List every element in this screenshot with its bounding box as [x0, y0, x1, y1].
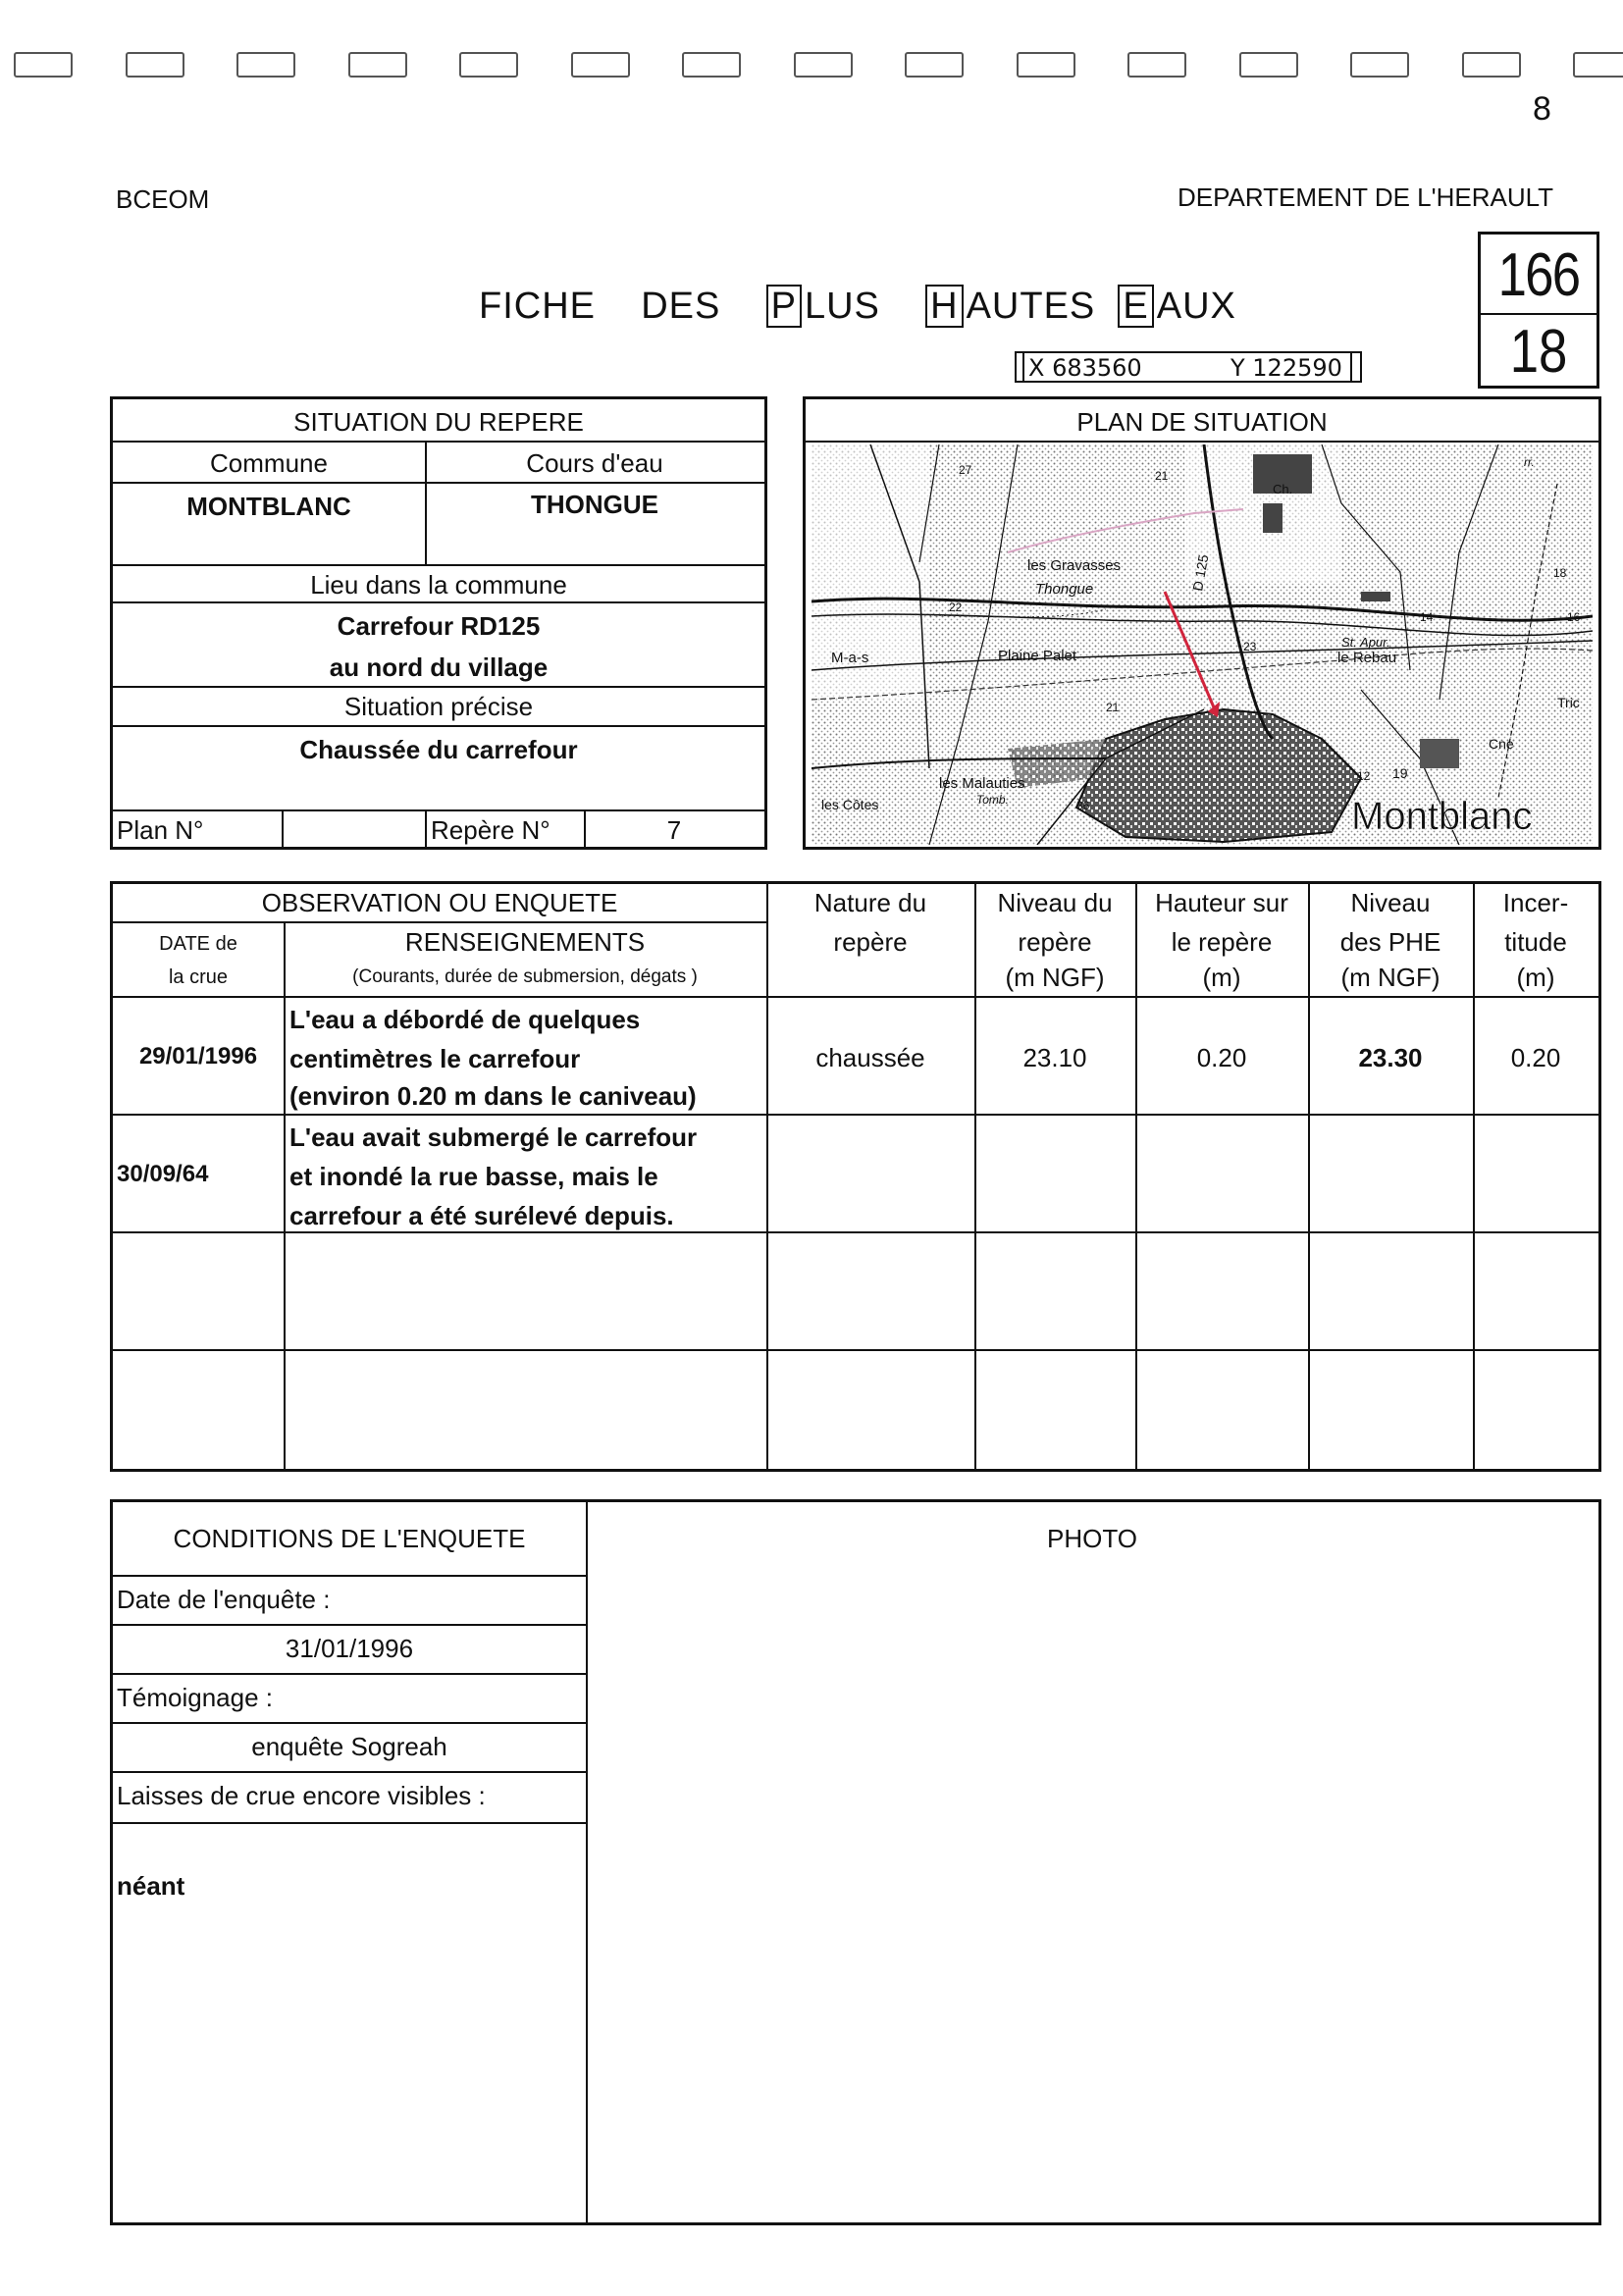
- row1-text-line3: (environ 0.20 m dans le caniveau): [289, 1081, 697, 1111]
- hauteur-header-2: le repère: [1171, 927, 1273, 957]
- renseignements-header: RENSEIGNEMENTS: [404, 927, 646, 957]
- conditions-photo-section: [110, 1499, 1601, 2225]
- nature-header-2: repère: [833, 927, 908, 957]
- situation-header: SITUATION DU REPERE: [293, 407, 584, 437]
- map-label-gravasses: les Gravasses: [1027, 557, 1122, 574]
- binder-hole: [236, 52, 295, 78]
- laisses-value: néant: [117, 1871, 185, 1901]
- row2-text-line1: L'eau avait submergé le carrefour: [289, 1122, 698, 1152]
- binder-hole: [348, 52, 407, 78]
- niveau-header-2: repère: [1018, 927, 1092, 957]
- plan-number-label: Plan N°: [117, 815, 204, 845]
- lieu-line-2: au nord du village: [329, 652, 549, 682]
- repere-number-value: 7: [666, 815, 682, 845]
- map-label-tomb: Tomb.: [976, 793, 1009, 807]
- map-label-rebau: le Rebau: [1337, 650, 1397, 666]
- plan-header: PLAN DE SITUATION: [1076, 407, 1328, 437]
- niveau-header-1: Niveau du: [997, 888, 1113, 917]
- date-enquete-value: 31/01/1996: [285, 1634, 414, 1663]
- reference-number-box: [1478, 232, 1599, 389]
- page-title: [479, 285, 1236, 328]
- map-label-mas: M-a-s: [831, 650, 869, 666]
- row1-date: 29/01/1996: [138, 1043, 258, 1070]
- map-label-23: 23: [1243, 640, 1257, 653]
- department-name: DEPARTEMENT DE L'HERAULT: [1178, 183, 1554, 212]
- title-rest-lus: LUS: [804, 286, 880, 327]
- binder-hole: [794, 52, 853, 78]
- lieu-label: Lieu dans la commune: [310, 570, 567, 600]
- map-label-cotes: les Côtes: [821, 797, 879, 812]
- observation-table: [110, 881, 1601, 1472]
- map-label-malauties: les Malauties: [939, 775, 1025, 792]
- laisses-label: Laisses de crue encore visibles :: [117, 1781, 486, 1810]
- reference-number-bottom: 18: [1509, 318, 1568, 386]
- map-label-16: 16: [1567, 610, 1581, 624]
- map-label-plaine-palet: Plaine Palet: [998, 648, 1077, 664]
- nature-header-1: Nature du: [813, 888, 927, 917]
- temoignage-label: Témoignage :: [117, 1683, 273, 1712]
- binder-hole: [682, 52, 741, 78]
- binder-hole: [1017, 52, 1075, 78]
- row2-date: 30/09/64: [117, 1161, 209, 1187]
- map-label-d125: D 125: [1189, 552, 1212, 593]
- binder-hole: [1573, 52, 1623, 78]
- binder-hole: [14, 52, 73, 78]
- map-label-14: 14: [1420, 610, 1434, 624]
- binder-hole: [571, 52, 630, 78]
- row2-text-line2: et inondé la rue basse, mais le: [289, 1162, 658, 1191]
- map-label-st-apur: St. Apur.: [1341, 635, 1390, 650]
- map-label-36: 36: [1076, 799, 1090, 812]
- title-word-fiche: FICHE: [479, 286, 596, 327]
- phe-header-1: Niveau: [1350, 888, 1431, 917]
- conditions-header: CONDITIONS DE L'ENQUETE: [173, 1524, 526, 1553]
- renseignements-subheader: (Courants, durée de submersion, dégats ): [352, 966, 698, 987]
- map-label-thongue: Thongue: [1035, 581, 1094, 598]
- binder-hole: [1350, 52, 1409, 78]
- page-number: 8: [1533, 90, 1551, 128]
- map-label-19: 19: [1392, 765, 1408, 781]
- title-letter-p: P: [766, 285, 802, 328]
- cours-deau-value: THONGUE: [531, 490, 658, 519]
- binder-hole: [1239, 52, 1298, 78]
- title-rest-autes: AUTES: [966, 286, 1096, 327]
- commune-label: Commune: [210, 448, 328, 478]
- hauteur-header-3: (m): [1202, 963, 1241, 992]
- map-label-ch: Ch.: [1273, 482, 1293, 496]
- org-name: BCEOM: [116, 184, 210, 214]
- date-header-2: la crue: [168, 966, 229, 988]
- lieu-line-1: Carrefour RD125: [337, 611, 541, 641]
- coordinate-x: X 683560: [1028, 354, 1142, 382]
- date-header-1: DATE de: [159, 933, 237, 955]
- row1-nature: chaussée: [815, 1043, 925, 1072]
- binder-hole: [1462, 52, 1521, 78]
- incertitude-header-1: Incer-: [1502, 888, 1569, 917]
- binder-hole: [905, 52, 964, 78]
- situation-section: [110, 396, 767, 850]
- row1-phe: 23.30: [1358, 1043, 1423, 1072]
- row1-text-line2: centimètres le carrefour: [289, 1044, 581, 1073]
- binder-hole: [1127, 52, 1186, 78]
- repere-number-label: Repère N°: [431, 815, 550, 845]
- title-rest-aux: AUX: [1156, 286, 1236, 327]
- row1-text-line1: L'eau a débordé de quelques: [289, 1005, 641, 1034]
- observation-header: OBSERVATION OU ENQUETE: [261, 888, 618, 917]
- row1-niveau: 23.10: [1022, 1043, 1087, 1072]
- map-label-22: 22: [949, 600, 963, 614]
- photo-label: PHOTO: [1047, 1524, 1137, 1553]
- niveau-header-3: (m NGF): [1005, 963, 1105, 992]
- binder-hole: [126, 52, 184, 78]
- binder-hole: [459, 52, 518, 78]
- title-letter-e: E: [1118, 285, 1153, 328]
- commune-value: MONTBLANC: [186, 492, 351, 521]
- date-enquete-label: Date de l'enquête :: [117, 1585, 331, 1614]
- reference-number-top: 166: [1497, 241, 1580, 309]
- map-label-cne: Cne: [1489, 736, 1514, 752]
- cours-deau-label: Cours d'eau: [526, 448, 663, 478]
- map-label-12: 12: [1357, 769, 1371, 783]
- title-word-des: DES: [641, 286, 721, 327]
- plan-section: [803, 396, 1601, 850]
- hauteur-header-1: Hauteur sur: [1155, 888, 1288, 917]
- row1-incertitude: 0.20: [1510, 1043, 1561, 1072]
- row2-text-line3: carrefour a été surélevé depuis.: [289, 1201, 674, 1230]
- phe-header-2: des PHE: [1339, 927, 1441, 957]
- temoignage-value: enquête Sogreah: [251, 1732, 447, 1761]
- incertitude-header-3: (m): [1516, 963, 1555, 992]
- map-label-tric: Tric: [1557, 695, 1580, 710]
- map-label-rr: rr.: [1524, 455, 1535, 469]
- situation-map: [812, 444, 1593, 845]
- coordinate-y: Y 122590: [1230, 354, 1342, 382]
- map-label-27: 27: [959, 463, 972, 477]
- coordinates-box: [1015, 351, 1362, 383]
- row1-hauteur: 0.20: [1196, 1043, 1247, 1072]
- map-label-21b: 21: [1106, 701, 1120, 714]
- situation-precise-label: Situation précise: [343, 692, 534, 721]
- phe-header-3: (m NGF): [1340, 963, 1440, 992]
- map-label-21a: 21: [1155, 469, 1169, 483]
- title-letter-h: H: [925, 285, 963, 328]
- map-label-montblanc: Montblanc: [1351, 795, 1533, 838]
- incertitude-header-2: titude: [1504, 927, 1567, 957]
- situation-precise-value: Chaussée du carrefour: [299, 735, 578, 764]
- map-label-18: 18: [1553, 566, 1567, 580]
